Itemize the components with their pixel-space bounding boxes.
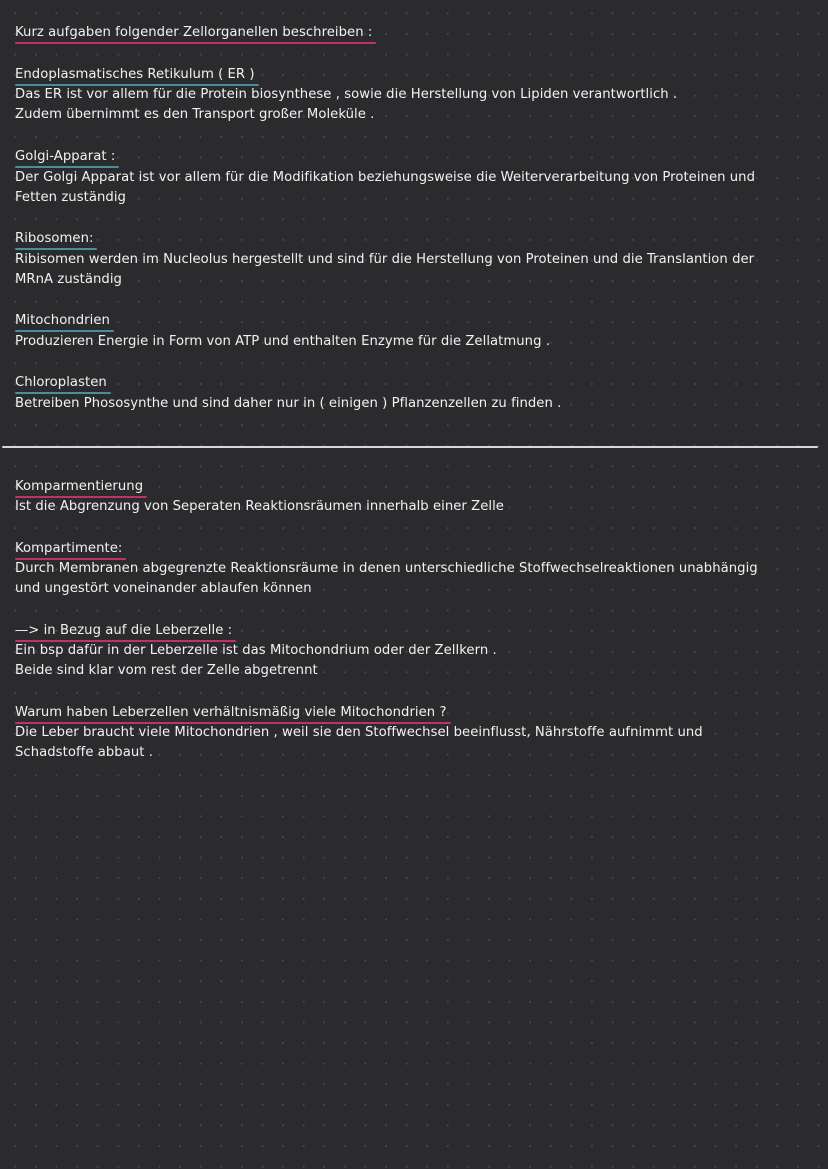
section-divider — [2, 446, 818, 448]
kompartimentierung-text-line-1: Ist die Abgrenzung von Seperaten Reaktionsräumen innerhalb einer Zelle — [15, 499, 504, 514]
golgi-text-line-2: Fetten zuständig — [15, 190, 126, 205]
leberzelle-title: —> in Bezug auf die Leberzelle : — [15, 623, 233, 638]
er-text-line-1: Das ER ist vor allem für die Protein biosynthese , sowie die Herstellung von Lipiden verantwortlich . — [15, 87, 678, 102]
intro-line — [15, 24, 372, 42]
golgi-title-line — [15, 148, 115, 166]
frage-text-line-2: Schadstoffe abbaut . — [15, 745, 153, 760]
ribosomen-title-line — [15, 230, 93, 248]
golgi-text-line-1: Der Golgi Apparat ist vor allem für die Modifikation beziehungsweise die Weiterverarbeitung von Proteinen und — [15, 170, 756, 185]
kompartimente-text-line-1: Durch Membranen abgegrenzte Reaktionsräume in denen unterschiedliche Stoffwechselreaktionen unabhängig — [15, 561, 758, 576]
chloroplasten-text-line-1: Betreiben Phososynthe und sind daher nur in ( einigen ) Pflanzenzellen zu finden . — [15, 396, 562, 411]
frage-title: Warum haben Leberzellen verhältnismäßig viele Mitochondrien ? — [15, 705, 447, 720]
chloroplasten-title: Chloroplasten — [15, 375, 107, 390]
ribosomen-text-line-1: Ribisomen werden im Nucleolus hergestellt und sind für die Herstellung von Proteinen und die Translantion der — [15, 252, 755, 267]
kompartimentierung-title: Komparmentierung — [15, 479, 144, 494]
leberzelle-text-line-2: Beide sind klar vom rest der Zelle abgetrennt — [15, 663, 318, 678]
frage-text-line-1: Die Leber braucht viele Mitochondrien , weil sie den Stoffwechsel beeinflusst, Nährstoffe aufnimmt und — [15, 725, 703, 740]
frage-title-line — [15, 704, 447, 722]
kompartimentierung-title-line — [15, 478, 143, 496]
golgi-title: Golgi-Apparat : — [15, 149, 116, 164]
er-title-line — [15, 66, 255, 84]
chloroplasten-title-line — [15, 374, 107, 392]
er-title: Endoplasmatisches Retikulum ( ER ) — [15, 67, 255, 82]
ribosomen-text-line-2: MRnA zuständig — [15, 272, 122, 287]
kompartimente-title: Kompartimente: — [15, 541, 123, 556]
kompartimente-text-line-2: und ungestört voneinander ablaufen können — [15, 581, 312, 596]
mitochondrien-title: Mitochondrien — [15, 313, 110, 328]
mitochondrien-text-line-1: Produzieren Energie in Form von ATP und enthalten Enzyme für die Zellatmung . — [15, 334, 550, 349]
kompartimente-title-line — [15, 540, 122, 558]
intro-heading: Kurz aufgaben folgender Zellorganellen beschreiben : — [15, 25, 373, 40]
leberzelle-text-line-1: Ein bsp dafür in der Leberzelle ist das Mitochondrium oder der Zellkern . — [15, 643, 497, 658]
ribosomen-title: Ribosomen: — [15, 231, 94, 246]
mitochondrien-title-line — [15, 312, 110, 330]
er-text-line-2: Zudem übernimmt es den Transport großer Moleküle . — [15, 107, 375, 122]
leberzelle-title-line — [15, 622, 232, 640]
